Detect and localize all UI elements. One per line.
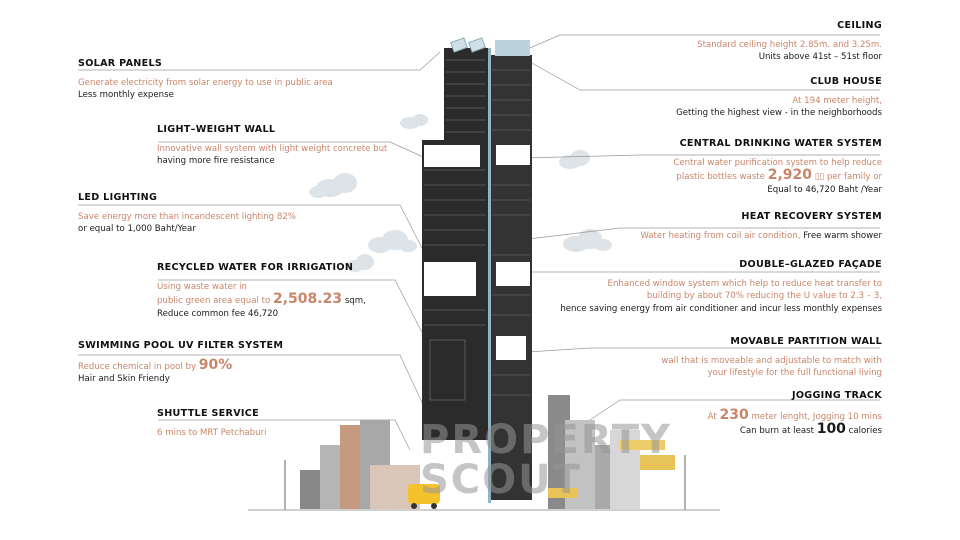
feature-desc xyxy=(78,356,338,374)
feature-ceiling xyxy=(582,20,882,64)
feature-desc: Standard ceiling height 2.85m. and 3.25m. xyxy=(697,39,882,50)
feature-light-weight-wall xyxy=(157,124,397,168)
feature-desc: At 194 meter height, xyxy=(792,95,882,106)
watermark-line: SCOUT xyxy=(420,457,582,503)
feature-led-lighting xyxy=(78,192,338,236)
feature-pool-uv xyxy=(78,340,338,386)
feature-desc: building by about 70% reducing the U value to 2.3 – 3, xyxy=(646,291,882,301)
feature-desc: Generate electricity from solar energy to use in public area xyxy=(78,77,333,88)
feature-shuttle xyxy=(157,408,397,439)
bottle-icon: ▯▯ xyxy=(814,172,825,182)
feature-highlight-value: 100 xyxy=(816,421,846,437)
feature-desc-text: Reduce chemical in pool by xyxy=(78,361,197,372)
feature-title: SWIMMING POOL UV FILTER SYSTEM xyxy=(78,340,284,351)
feature-note-text: Can burn at least xyxy=(739,426,814,436)
feature-title: RECYCLED WATER FOR IRRIGATION xyxy=(157,262,354,273)
feature-partition-wall xyxy=(562,336,882,380)
feature-highlight-value: 90% xyxy=(198,356,233,373)
feature-title: SOLAR PANELS xyxy=(78,58,163,69)
feature-title: CEILING xyxy=(837,20,882,31)
feature-highlight-value: 2,920 xyxy=(767,167,812,183)
feature-note: hence saving energy from air conditioner and incur less monthly expenses xyxy=(560,303,882,314)
feature-solar-panels xyxy=(78,58,378,102)
feature-title: LED LIGHTING xyxy=(78,192,158,203)
feature-note: Equal to 46,720 Baht /Year xyxy=(767,184,882,195)
feature-desc-text: At xyxy=(707,411,717,422)
feature-unit: per family or xyxy=(826,172,882,182)
feature-title: SHUTTLE SERVICE xyxy=(157,408,259,419)
feature-desc: Water heating from coil air condition, xyxy=(640,230,801,241)
feature-unit: sqm, xyxy=(344,296,366,306)
feature-title: CENTRAL DRINKING WATER SYSTEM xyxy=(679,138,882,149)
feature-note: Less monthly expense xyxy=(78,90,174,100)
feature-desc-text: meter lenght, Jogging 10 mins xyxy=(751,411,882,422)
feature-desc: Enhanced window system which help to reduce heat transfer to xyxy=(607,278,882,289)
feature-highlight-value: 230 xyxy=(719,406,749,423)
feature-note: Free warm shower xyxy=(803,230,882,241)
feature-title: HEAT RECOVERY SYSTEM xyxy=(741,211,882,222)
feature-note: having more fire resistance xyxy=(157,156,275,166)
feature-title: JOGGING TRACK xyxy=(791,390,882,401)
watermark-line: PROPERTY xyxy=(420,417,673,463)
feature-desc-text: public green area equal to xyxy=(157,296,271,306)
feature-desc xyxy=(157,293,397,308)
feature-title: CLUB HOUSE xyxy=(810,76,882,87)
feature-desc-text: plastic bottles waste xyxy=(676,172,765,182)
feature-note: Getting the highest view - in the neighborhoods xyxy=(676,108,882,118)
feature-title: LIGHT–WEIGHT WALL xyxy=(157,124,276,135)
feature-note: Units above 41st – 51st floor xyxy=(758,52,882,62)
feature-note-text: calories xyxy=(848,426,882,436)
feature-desc: 6 mins to MRT Petchaburi xyxy=(157,427,267,438)
feature-desc: Central water purification system to help reduce xyxy=(673,157,882,168)
feature-club-house xyxy=(562,76,882,120)
feature-drinking-water xyxy=(562,138,882,196)
feature-note: Hair and Skin Friendy xyxy=(78,374,170,384)
feature-recycled-water xyxy=(157,262,397,320)
feature-desc: Using waste water in xyxy=(157,281,247,292)
feature-heat-recovery xyxy=(562,211,882,242)
feature-title: MOVABLE PARTITION WALL xyxy=(730,336,882,347)
feature-highlight-value: 2,508.23 xyxy=(272,291,343,307)
feature-desc: wall that is moveable and adjustable to match with xyxy=(661,355,882,366)
feature-title: DOUBLE–GLAZED FAÇADE xyxy=(739,259,882,270)
feature-note: or equal to 1,000 Baht/Year xyxy=(78,224,196,234)
feature-desc: your lifestyle for the full functional living xyxy=(707,368,882,378)
feature-desc xyxy=(562,169,882,184)
feature-desc: Innovative wall system with light weight concrete but xyxy=(157,143,388,154)
feature-double-glazed xyxy=(542,259,882,315)
watermark xyxy=(420,417,673,503)
feature-note: Reduce common fee 46,720 xyxy=(157,308,279,319)
feature-desc: Save energy more than incandescent lighting 82% xyxy=(78,211,296,222)
